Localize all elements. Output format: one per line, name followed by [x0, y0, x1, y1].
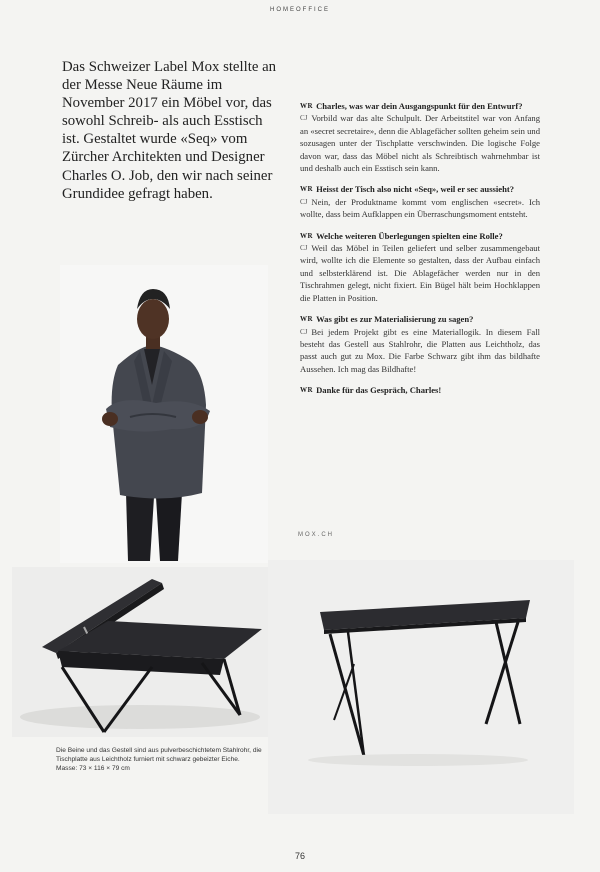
answer: [300, 326, 540, 376]
interview-column: [300, 100, 540, 406]
answer-marker: CJ: [300, 197, 308, 206]
question: [300, 384, 540, 396]
table-open-illustration: [12, 567, 268, 737]
qa-block: [300, 183, 540, 220]
question-marker: WR: [300, 185, 314, 194]
table-closed-illustration: [268, 560, 574, 814]
table-open-photo: [12, 567, 268, 737]
caption-dimensions: Masse: 73 × 116 × 79 cm: [56, 765, 130, 772]
portrait-illustration: [60, 265, 268, 563]
table-closed-photo: [268, 560, 574, 814]
caption-text: Die Beine und das Gestell sind aus pulverbeschichtetem Stahlrohr, die Tischplatte aus Leichtholz furniert mit schwarz gebeizter Eiche.: [56, 747, 262, 763]
question-text: Was gibt es zur Materialisierung zu sagen?: [316, 314, 474, 325]
answer-text: Bei jedem Projekt gibt es eine Materiallogik. In diesem Fall besteht das Gestell aus Stahlrohr, die Platten aus Leichtholz, das passt auch gut zu Mox. Die Farbe Schwarz gibt ihm das bildhafte Aussehen. Ich mag das Bildhafte!: [300, 326, 540, 374]
section-label: HOMEOFFICE: [270, 7, 330, 13]
question: [300, 183, 540, 195]
question: [300, 313, 540, 325]
source-credit: MOX.CH: [298, 532, 334, 538]
question-marker: WR: [300, 231, 314, 240]
question-text: Danke für das Gespräch, Charles!: [316, 385, 442, 396]
answer-text: Weil das Möbel in Teilen geliefert und selber zusammengebaut wird, wollte ich die Elemente so gestalten, dass der Aufbau einfach und selbsterklärend ist. Die Ablagefächer werden nur in den Tischrahmen gelegt, nicht fixiert. Ein Bügel hält beim Hochklappen die Platten in Position.: [300, 243, 540, 303]
qa-block: [300, 230, 540, 304]
answer-text: Nein, der Produktname kommt vom englischen «secret». Ich wollte, dass beim Aufklappen ein Überraschungsmoment entsteht.: [300, 196, 540, 220]
qa-block: [300, 384, 540, 396]
question-text: Charles, was war dein Ausgangspunkt für den Entwurf?: [316, 101, 523, 111]
answer: [300, 242, 540, 304]
question: [300, 230, 540, 242]
answer: [300, 112, 540, 174]
question-text: Heisst der Tisch also nicht «Seq», weil er sec aussieht?: [316, 184, 515, 195]
answer-marker: CJ: [300, 244, 308, 253]
answer-text: Vorbild war das alte Schulpult. Der Arbeitstitel war von Anfang an «secret secretaire», denn die Ablagefächer sollten geheim sein und sozusagen unter der Tischplatte verschwinden. Die logische Folge davon war, dass das Möbel nicht als Schreibtisch wahrnehmbar ist und deshalb auch ein Esstisch sein kann.: [300, 113, 540, 174]
question-marker: WR: [300, 315, 314, 324]
qa-block: [300, 100, 540, 174]
answer: [300, 196, 540, 221]
answer-marker: CJ: [300, 327, 308, 336]
question-marker: WR: [300, 386, 314, 395]
designer-portrait-photo: [60, 265, 268, 563]
qa-block: [300, 313, 540, 375]
question-marker: WR: [300, 102, 314, 110]
question-text: Welche weiteren Überlegungen spielten eine Rolle?: [316, 230, 503, 241]
photo-caption: [56, 746, 266, 773]
question: [300, 100, 540, 112]
answer-marker: CJ: [300, 114, 308, 123]
intro-paragraph: Das Schweizer Label Mox stellte an der Messe Neue Räume im November 2017 ein Möbel vor, das sowohl Schreib- als auch Esstisch ist. Gestaltet wurde «Seq» vom Zürcher Architekten und Designer Charles O. Job, den wir nach seiner Grundidee gefragt haben.: [62, 59, 277, 202]
page-number: 76: [294, 851, 305, 861]
